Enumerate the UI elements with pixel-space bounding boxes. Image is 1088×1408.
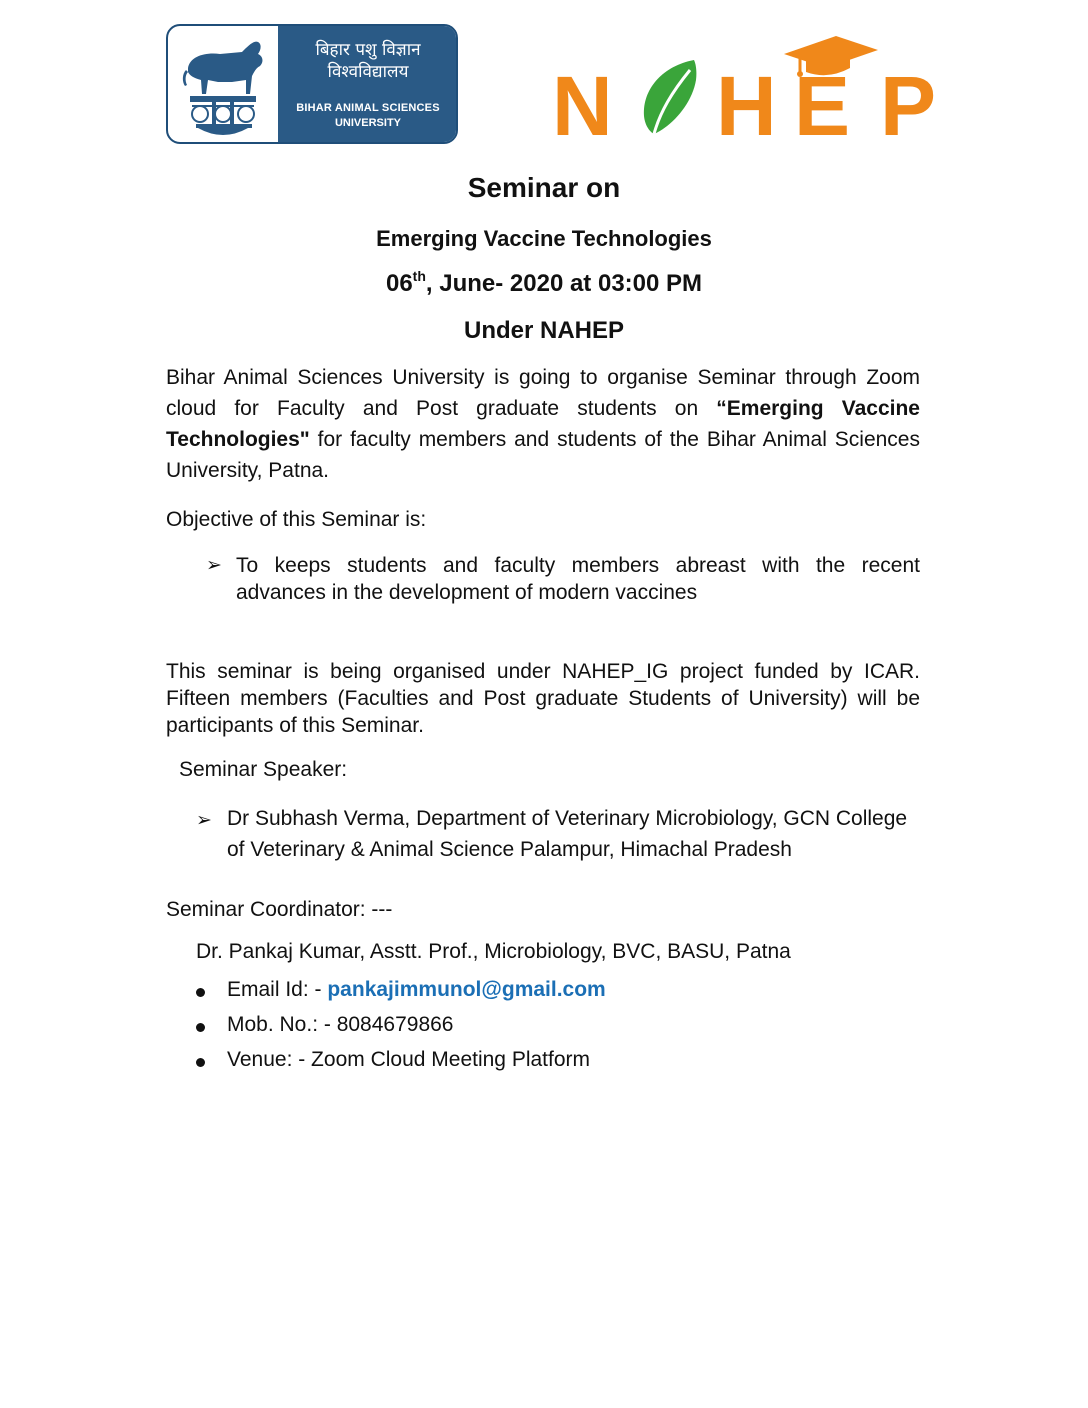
bullet-dot-icon	[196, 1058, 205, 1067]
intro-paragraph	[166, 362, 920, 486]
arrow-bullet-icon: ➢	[196, 809, 212, 831]
project-paragraph: This seminar is being organised under NAHEP_IG project funded by ICAR. Fifteen members (Faculties and Post graduate Students of University) will be participants of this Seminar.	[166, 660, 920, 737]
intro-text-2: for faculty members and students of the Bihar Animal Sciences University, Patna.	[166, 428, 920, 482]
seminar-heading: Seminar on	[467, 172, 621, 203]
speaker-item-text: Dr Subhash Verma, Department of Veterinary Microbiology, GCN College of Veterinary & Animal Science Palampur, Himachal Pradesh	[227, 807, 908, 861]
email-link[interactable]: pankajimmunol@gmail.com	[327, 978, 606, 1001]
basu-logo	[166, 24, 458, 144]
leaf-icon	[632, 56, 710, 136]
nahep-logo	[550, 30, 960, 153]
basu-english-name-line-1: BIHAR ANIMAL SCIENCES	[296, 102, 440, 114]
bull-emblem-icon	[168, 26, 278, 142]
mobile-text: Mob. No.: - 8084679866	[227, 1013, 454, 1036]
basu-hindi-name-line-1: बिहार पशु विज्ञान	[315, 40, 421, 60]
date-rest: , June- 2020 at 03:00 PM	[425, 270, 703, 297]
intro-text-1: Bihar Animal Sciences University is going to organise Seminar through Zoom cloud for Faculty and Post graduate students on	[166, 366, 920, 420]
under-nahep-heading: Under NAHEP	[463, 317, 625, 344]
nahep-letter-n: N	[552, 59, 613, 153]
bullet-dot-icon	[196, 1023, 205, 1032]
basu-english-name-line-2: UNIVERSITY	[334, 117, 401, 129]
basu-hindi-name-line-2: विश्वविद्यालय	[327, 62, 409, 82]
email-label: Email Id: -	[227, 978, 328, 1001]
speaker-label: Seminar Speaker:	[179, 758, 348, 781]
bullet-dot-icon	[196, 988, 205, 997]
nahep-letter-h: H	[716, 59, 777, 153]
seminar-topic: Emerging Vaccine Technologies	[376, 226, 712, 251]
seminar-date	[0, 268, 1088, 298]
date-day: 06	[385, 270, 413, 297]
coordinator-name: Dr. Pankaj Kumar, Asstt. Prof., Microbiology, BVC, BASU, Patna	[196, 940, 791, 963]
nahep-letter-p: P	[880, 59, 937, 153]
arrow-bullet-icon: ➢	[206, 554, 222, 576]
date-suffix: th	[412, 268, 426, 284]
basu-name-panel	[278, 26, 458, 142]
coordinator-label: Seminar Coordinator: ---	[166, 898, 393, 921]
objective-label: Objective of this Seminar is:	[166, 508, 427, 531]
email-row	[227, 978, 606, 1002]
objective-item-text: To keeps students and faculty members abreast with the recent advances in the development of modern vaccines	[236, 554, 920, 604]
nahep-letter-e: E	[794, 59, 851, 153]
intro-bold-topic: “Emerging Vaccine Technologies"	[166, 397, 920, 451]
venue-text: Venue: - Zoom Cloud Meeting Platform	[227, 1048, 591, 1071]
